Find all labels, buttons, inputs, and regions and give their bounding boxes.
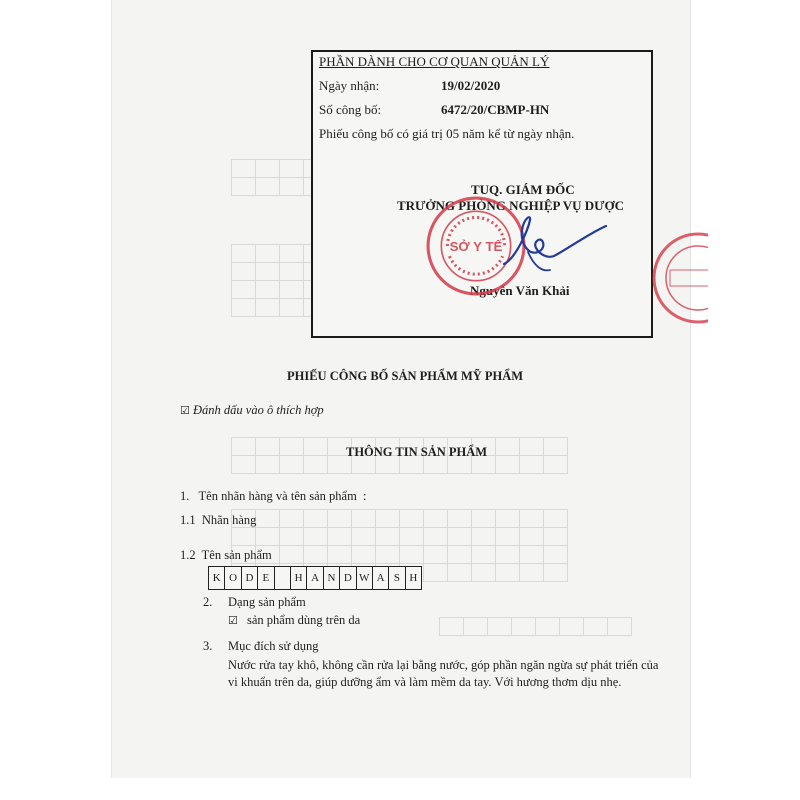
product-name-cell: W — [357, 567, 373, 589]
item-2-choice-row — [228, 613, 360, 628]
product-name-cell: D — [340, 567, 356, 589]
item-1-label: 1. Tên nhãn hàng và tên sản phẩm : — [180, 489, 367, 503]
usage-purpose-text: Nước rửa tay khô, không cần rửa lại bằng nước, góp phần ngăn ngừa sự phát triển của vi khuẩn trên da, giúp dưỡng ẩm và làm mềm da tay. Với hương thơm dịu nhẹ. — [228, 658, 659, 689]
product-name-boxes — [208, 566, 422, 590]
item-3-label: Mục đích sử dụng — [228, 639, 319, 653]
seal-text: SỞ Y TẾ — [449, 239, 503, 255]
product-name-cell: H — [291, 567, 307, 589]
check-note: Đánh dấu vào ô thích hợp — [193, 403, 324, 417]
product-name-cell: K — [209, 567, 225, 589]
product-name-cell: D — [242, 567, 258, 589]
item-2-number: 2. — [203, 595, 213, 609]
admin-section-header: PHẦN DÀNH CHO CƠ QUAN QUẢN LÝ — [319, 54, 550, 69]
section-title: THÔNG TIN SẢN PHẨM — [346, 445, 488, 459]
checked-box-icon: ☑ — [228, 614, 238, 627]
declaration-number-value: 6472/20/CBMP-HN — [441, 102, 550, 117]
form-title: PHIẾU CÔNG BỐ SẢN PHẨM MỸ PHẨM — [287, 369, 524, 383]
product-name-cell: O — [225, 567, 241, 589]
item-2-choice: sản phẩm dùng trên da — [247, 613, 361, 627]
show-through-grid-footer — [440, 618, 632, 636]
authority-line2: TRƯỞNG PHÒNG NGHIỆP VỤ DƯỢC — [397, 198, 625, 213]
product-name-cell: E — [258, 567, 274, 589]
product-name-cell: N — [324, 567, 340, 589]
item-3-number: 3. — [203, 639, 213, 653]
item-1-1-label: 1.1 Nhãn hàng — [180, 513, 257, 527]
handwritten-signature-icon — [498, 212, 610, 282]
declaration-number-label: Số công bố: — [319, 102, 382, 117]
product-name-cell: A — [373, 567, 389, 589]
product-name-cell — [275, 567, 291, 589]
checked-box-icon: ☑ — [180, 404, 190, 417]
product-name-cell: H — [409, 572, 418, 584]
item-2-label: Dạng sản phẩm — [228, 595, 306, 609]
product-name-cell: A — [307, 567, 323, 589]
signer-name: Nguyễn Văn Khải — [470, 283, 570, 298]
received-date-label: Ngày nhận: — [319, 78, 380, 93]
check-note-row — [180, 403, 324, 418]
received-date-value: 19/02/2020 — [441, 78, 501, 93]
partial-seal-icon — [648, 228, 708, 328]
validity-note: Phiếu công bố có giá trị 05 năm kể từ ngày nhận. — [319, 126, 575, 141]
item-1-2-label: 1.2 Tên sản phẩm — [180, 548, 272, 562]
authority-line1: TUQ. GIÁM ĐỐC — [471, 182, 575, 197]
product-name-cell: S — [389, 567, 405, 589]
